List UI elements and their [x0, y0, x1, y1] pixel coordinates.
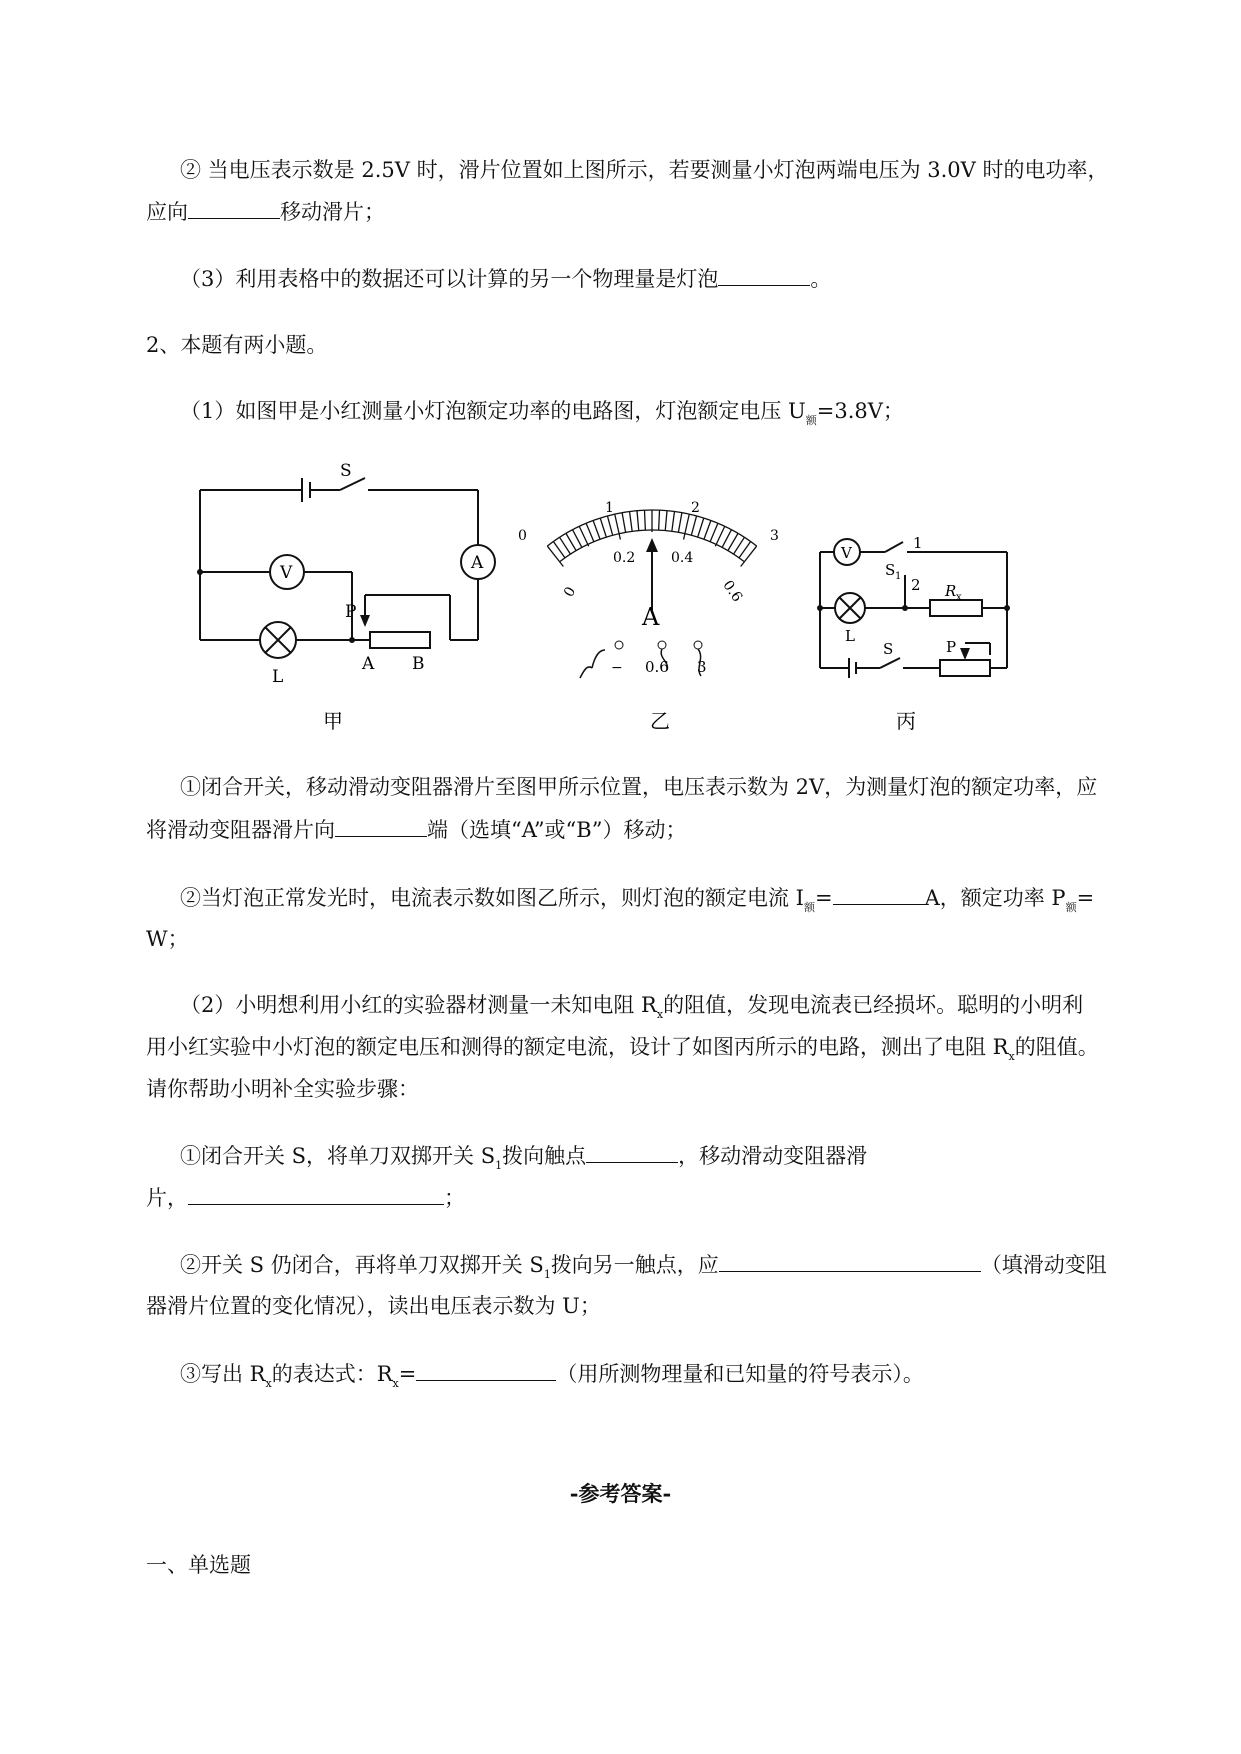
label-switch-s: S — [340, 461, 352, 481]
label-end-a: A — [362, 654, 375, 674]
text: ②开关 S 仍闭合，再将单刀双掷开关 S — [180, 1253, 544, 1277]
label-contact-1: 1 — [913, 534, 923, 552]
answer-heading — [0, 1478, 1241, 1508]
q1-item2-line2 — [146, 194, 1156, 229]
text: 将滑动变阻器滑片向 — [146, 818, 335, 842]
text: 的阻值。 — [1014, 1035, 1099, 1059]
dial-tick — [741, 546, 757, 566]
q1-item2-line1 — [146, 153, 1190, 187]
subscript: x — [1008, 1050, 1015, 1063]
text: 片， — [146, 1186, 188, 1210]
node-dot — [1004, 605, 1010, 611]
dial-tick — [678, 513, 682, 533]
q2-part2-line2 — [146, 1030, 1156, 1068]
answer-blank[interactable] — [719, 1247, 981, 1272]
label-rx-sub: x — [956, 592, 962, 603]
label-contact-2: 2 — [911, 576, 921, 594]
label-slider-p: P — [345, 602, 357, 622]
text: = — [1076, 886, 1095, 910]
label-slider-p: P — [946, 638, 957, 656]
terminal-icon — [658, 641, 666, 649]
q2-t1-line1 — [146, 1138, 1190, 1177]
node-dot — [197, 569, 203, 575]
label-lamp: L — [845, 627, 855, 645]
dial-tick — [622, 513, 626, 533]
q2-step2-line2 — [146, 922, 1156, 956]
subscript: 额 — [1065, 901, 1077, 914]
text: （3）利用表格中的数据还可以计算的另一个物理量是灯泡 — [180, 267, 719, 291]
text: = — [398, 1362, 417, 1386]
q2-t3 — [146, 1356, 1190, 1395]
q2-part1-intro — [146, 394, 1190, 432]
dial-tick — [607, 516, 612, 535]
text: ②当灯泡正常发光时，电流表示数如图乙所示，则灯泡的额定电流 I — [180, 886, 804, 910]
scale-bottom-2: 0.4 — [671, 550, 694, 566]
figure-caption-jia: 甲 — [323, 709, 343, 733]
terminal-label-minus: − — [611, 660, 623, 676]
text: = — [814, 886, 833, 910]
dial-tick — [672, 511, 675, 531]
dial-tick — [698, 518, 704, 537]
label-switch-s1: S — [885, 561, 896, 579]
text: ； — [444, 1186, 465, 1210]
dial-tick — [710, 523, 718, 541]
label-lamp: L — [272, 667, 284, 687]
text: -参考答案- — [569, 1481, 672, 1506]
dial-unit-label: A — [642, 603, 660, 631]
label-switch-s: S — [883, 640, 894, 658]
dial-tick — [665, 511, 667, 531]
q2-t2-line1 — [146, 1247, 1190, 1286]
text: A，额定功率 P — [924, 886, 1066, 910]
label-end-b: B — [412, 654, 425, 674]
figure-caption-yi: 乙 — [650, 709, 670, 733]
dial-tick — [715, 526, 724, 546]
answer-blank[interactable] — [335, 812, 427, 837]
dial-tick — [547, 546, 563, 566]
text: 拨向触点 — [502, 1144, 587, 1168]
dial-tick — [600, 518, 606, 537]
q2-step1-line2 — [146, 812, 1156, 847]
terminal-icon — [694, 641, 702, 649]
text: W； — [146, 927, 189, 951]
dial-tick — [566, 533, 576, 550]
scale-top-0: 0 — [518, 528, 527, 544]
text: （1）如图甲是小红测量小灯泡额定功率的电路图，灯泡额定电压 U — [180, 399, 806, 423]
text: 。 — [810, 267, 832, 291]
q2-title — [146, 328, 1156, 362]
answer-blank[interactable] — [833, 880, 925, 905]
needle-tip-icon — [646, 538, 658, 552]
terminal-icon — [615, 641, 623, 649]
text: 的阻值，发现电流表已经损坏。聪明的小明利 — [663, 993, 1084, 1017]
answer-blank[interactable] — [416, 1356, 556, 1381]
label-ammeter: A — [471, 553, 484, 573]
label-switch-s1-sub: 1 — [895, 571, 902, 582]
text: 移动滑片； — [280, 200, 385, 224]
q2-t1-line2 — [146, 1180, 1156, 1215]
dial-tick — [615, 514, 621, 539]
subscript: x — [392, 1377, 399, 1390]
answer-section-1 — [146, 1548, 1156, 1582]
scale-top-2: 2 — [691, 500, 700, 516]
scale-top-1: 1 — [605, 500, 614, 516]
answer-blank[interactable] — [188, 194, 280, 219]
text: 请你帮助小明补全实验步骤： — [146, 1077, 419, 1101]
label-voltmeter: V — [841, 544, 852, 562]
q1-item3 — [146, 261, 1190, 296]
text: ③写出 R — [180, 1362, 266, 1386]
q2-part2-line3 — [146, 1072, 1156, 1106]
scale-bottom-0: 0 — [560, 584, 580, 600]
text: （用所测物理量和已知量的符号表示）。 — [556, 1362, 924, 1386]
label-rx: R — [945, 582, 957, 600]
answer-blank[interactable] — [718, 261, 810, 286]
text: ，移动滑动变阻器滑 — [678, 1144, 868, 1168]
figure-caption-bing: 丙 — [896, 709, 916, 733]
dial-tick — [637, 511, 639, 531]
scale-bottom-1: 0.2 — [613, 550, 636, 566]
subscript: x — [656, 1008, 664, 1021]
subscript: 1 — [543, 1268, 551, 1281]
circuit-diagram-jia — [190, 460, 510, 735]
dial-tick — [728, 533, 738, 550]
answer-blank[interactable] — [188, 1180, 444, 1205]
node-dot — [817, 605, 823, 611]
text: 用小红实验中小灯泡的额定电压和测得的额定电流，设计了如图丙所示的电路，测出了电阻 R — [146, 1035, 1009, 1059]
subscript: 额 — [803, 901, 815, 914]
text: ①闭合开关，移动滑动变阻器滑片至图甲所示位置，电压表示数为 2V，为测量灯泡的额定功率，应 — [180, 775, 1098, 799]
text: 一、单选题 — [146, 1553, 251, 1577]
answer-blank[interactable] — [586, 1138, 678, 1163]
text: 的表达式：R — [271, 1362, 393, 1386]
dial-tick — [644, 510, 645, 530]
text: 2、本题有两小题。 — [146, 333, 328, 357]
subscript: 额 — [805, 414, 817, 427]
q2-step1-line1 — [146, 770, 1190, 804]
dial-tick — [684, 514, 690, 539]
dial-tick — [593, 521, 600, 540]
circuit-diagram-bing — [805, 530, 1035, 735]
node-dot — [902, 605, 908, 611]
q2-step2-line1 — [146, 880, 1190, 919]
subscript: 1 — [495, 1159, 503, 1172]
text: ①闭合开关 S，将单刀双掷开关 S — [180, 1144, 496, 1168]
text: 端（选填“A”或“B”）移动； — [427, 818, 687, 842]
text: =3.8V； — [816, 399, 904, 423]
dial-tick — [691, 516, 696, 535]
ammeter-dial-yi — [518, 490, 795, 735]
label-voltmeter: V — [280, 563, 293, 583]
scale-bottom-3: 0.6 — [719, 577, 746, 606]
dial-tick — [722, 530, 731, 548]
subscript: x — [265, 1377, 272, 1390]
text: 器滑片位置的变化情况），读出电压表示数为 U； — [146, 1294, 601, 1318]
dial-tick — [659, 510, 660, 530]
dial-tick — [630, 511, 633, 531]
q2-part2-line1 — [146, 988, 1190, 1026]
node-dot — [349, 637, 355, 643]
text: 应向 — [146, 200, 188, 224]
dial-tick — [579, 526, 588, 546]
dial-tick — [586, 523, 594, 541]
text: （2）小明想利用小红的实验器材测量一未知电阻 R — [180, 993, 657, 1017]
terminal-label-0.6: 0.6 — [645, 658, 669, 676]
text: （填滑动变阻 — [980, 1253, 1107, 1277]
dial-tick — [704, 521, 711, 540]
slider-arrow-icon — [960, 648, 970, 660]
text: 拨向另一触点，应 — [550, 1253, 719, 1277]
slider-arrow-icon — [360, 615, 370, 627]
q2-t2-line2 — [146, 1289, 1156, 1323]
terminal-label-3: 3 — [697, 658, 707, 676]
dial-tick — [573, 530, 582, 548]
scale-top-3: 3 — [770, 528, 779, 544]
text: ② 当电压表示数是 2.5V 时，滑片位置如上图所示，若要测量小灯泡两端电压为 3.0V 时的电功率， — [180, 158, 1109, 182]
